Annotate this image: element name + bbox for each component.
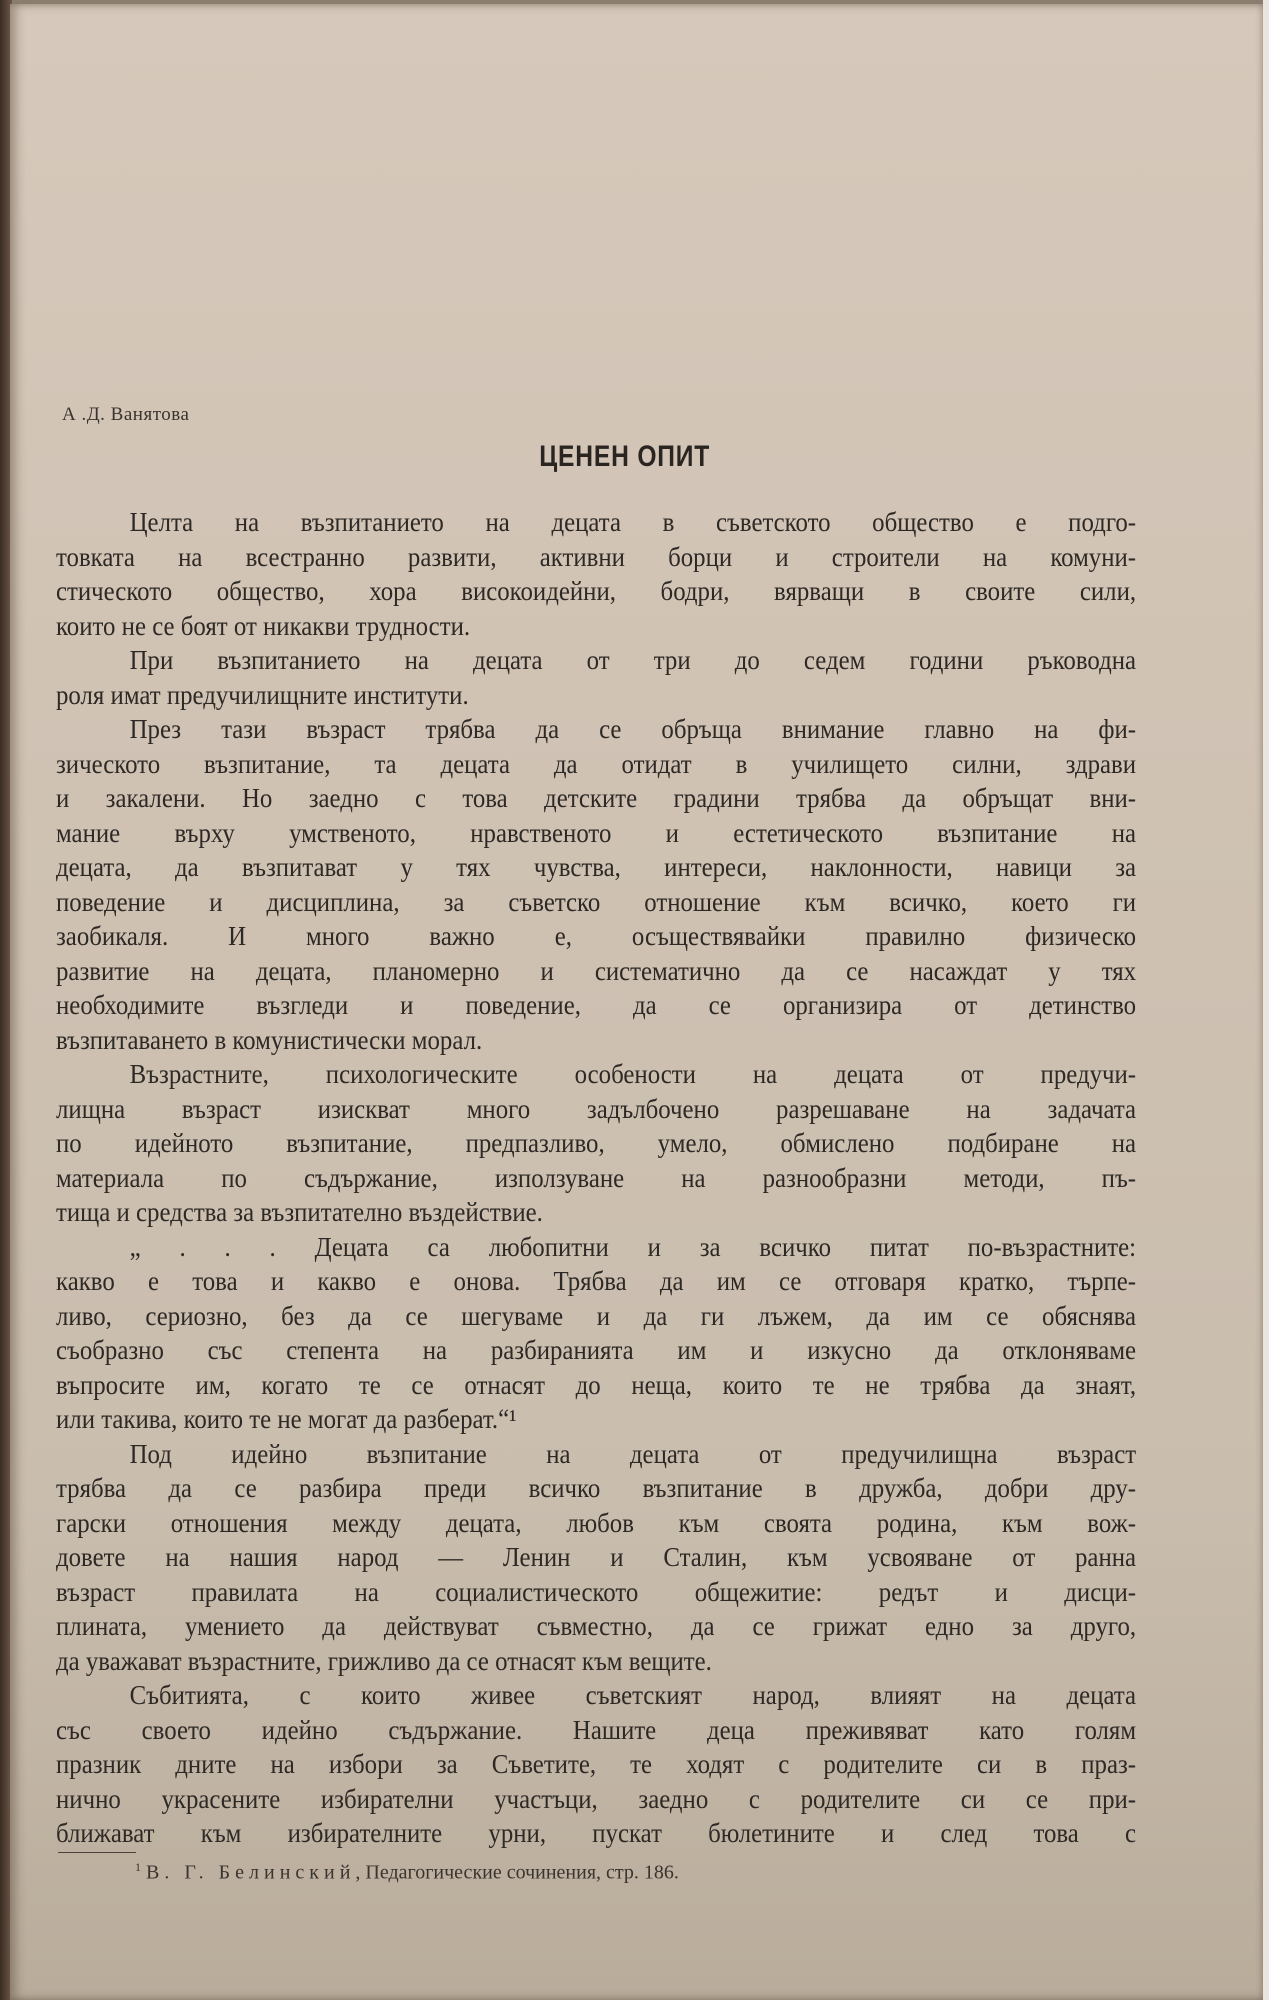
text-line: При възпитанието на децата от три до седем години ръководна xyxy=(129,645,1137,675)
text-line: ближават към избирателните урни, пускат бюлетините и след това с xyxy=(56,1818,1137,1848)
text-line: децата, да възпитават у тях чувства, интереси, наклонности, навици за xyxy=(56,852,1137,882)
text-line: товката на всестранно развити, активни борци и строители на комуни- xyxy=(56,541,1137,572)
text-line: да уважават възрастните, грижливо да се отнасят към вещите. xyxy=(56,1645,712,1676)
text-line: необходимите възгледи и поведение, да се организира от детинство xyxy=(56,990,1137,1020)
text-line: материала по съдържание, използуване на разнообразни методи, пъ- xyxy=(56,1162,1137,1193)
text-line: заобикаля. И много важно е, осъществявайки правилно физическо xyxy=(56,921,1137,951)
text-line: възраст правилата на социалистическото общежитие: редът и дисци- xyxy=(56,1576,1137,1607)
text-line: които не се боят от никакви трудности. xyxy=(56,610,471,641)
text-line: роля имат предучилищните институти. xyxy=(56,679,469,710)
text-line: довете на нашия народ — Ленин и Сталин, към усвояване от ранна xyxy=(56,1542,1137,1572)
text-line: лищна възраст изискват много задълбочено разрешаване на задачата xyxy=(56,1093,1137,1124)
text-line: ливо, сериозно, без да се шегуваме и да ги лъжем, да им се обяснява xyxy=(56,1300,1137,1331)
text-line: През тази възраст трябва да се обръща внимание главно на фи- xyxy=(129,714,1137,744)
footnote-source: , Педагогические сочинения, стр. 186. xyxy=(355,1861,679,1884)
text-line: гарски отношения между децата, любов към своята родина, към вож- xyxy=(56,1507,1137,1538)
text-line: трябва да се разбира преди всичко възпитание в дружба, добри дру- xyxy=(56,1473,1137,1503)
text-line: развитие на децата, планомерно и систематично да се насаждат у тях xyxy=(56,955,1137,986)
text-line: поведение и дисциплина, за съветско отношение към всичко, което ги xyxy=(56,886,1137,917)
text-line: „ . . . Децата са любопитни и за всичко питат по-възрастните: xyxy=(129,1231,1137,1262)
text-line: или такива, които те не могат да разберат.“¹ xyxy=(56,1404,517,1434)
text-line: плината, умението да действуват съвместно, да се грижат едно за друго, xyxy=(56,1611,1137,1641)
text-line: въпросите им, когато те се отнасят до неща, които те не трябва да знаят, xyxy=(56,1369,1137,1400)
footnote xyxy=(135,1860,679,1885)
text-line: нично украсените избирателни участъци, заедно с родителите си се при- xyxy=(56,1783,1137,1814)
text-line: възпитаването в комунистически морал. xyxy=(56,1024,483,1055)
text-line: и закалени. Но заедно с това детските градини трябва да обръщат вни- xyxy=(56,783,1137,813)
article-body xyxy=(56,505,1136,1851)
text-line: тища и средства за възпитателно въздействие. xyxy=(56,1197,543,1227)
article-title: ЦЕНЕН ОПИТ xyxy=(539,440,711,473)
footnote-marker: 1 xyxy=(135,1860,141,1874)
text-line: зическото възпитание, та децата да отидат в училището силни, здрави xyxy=(56,748,1137,779)
text-line: по идейното възпитание, предпазливо, умело, обмислено подбиране на xyxy=(56,1128,1137,1158)
footnote-separator xyxy=(58,1852,136,1853)
footnote-author: В. Г. Белинский xyxy=(146,1861,356,1884)
text-line: Целта на възпитанието на децата в съветското общество е подго- xyxy=(129,507,1137,537)
text-line: какво е това и какво е онова. Трябва да им се отговаря кратко, търпе- xyxy=(56,1266,1137,1296)
text-line: стическото общество, хора високоидейни, бодри, вярващи в своите сили, xyxy=(56,576,1137,606)
text-line: със своето идейно съдържание. Нашите деца преживяват като голям xyxy=(56,1714,1137,1745)
text-line: Събитията, с които живее съветският народ, влияят на децата xyxy=(129,1680,1137,1710)
text-line: Възрастните, психологическите особености на децата от предучи- xyxy=(129,1059,1137,1089)
page-edge xyxy=(1263,0,1269,2000)
author-name: А .Д. Ванятова xyxy=(62,404,190,425)
text-line: мание върху умственото, нравственото и естетическото възпитание на xyxy=(56,817,1137,848)
text-line: празник дните на избори за Съветите, те ходят с родителите си в праз- xyxy=(56,1749,1137,1779)
text-line: съобразно със степента на разбиранията им и изкусно да отклоняваме xyxy=(56,1335,1137,1365)
text-line: Под идейно възпитание на децата от предучилищна възраст xyxy=(129,1438,1137,1469)
